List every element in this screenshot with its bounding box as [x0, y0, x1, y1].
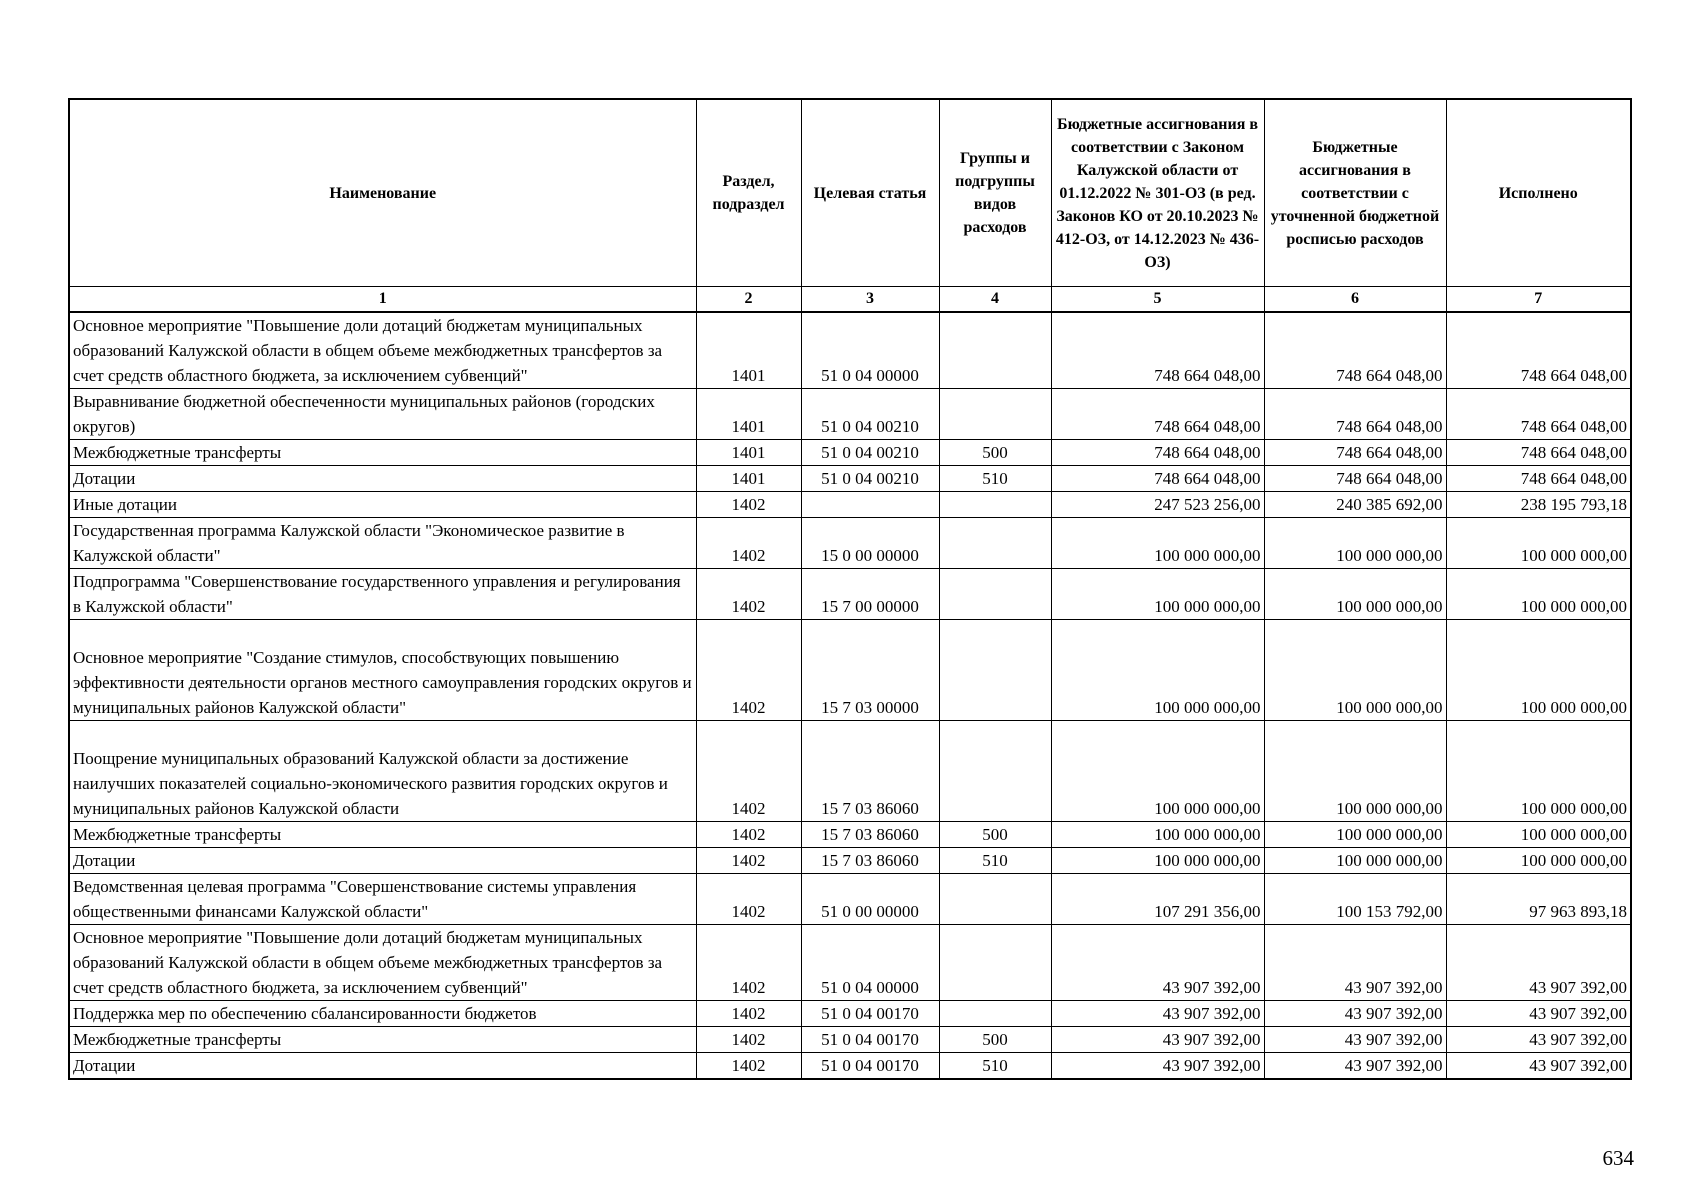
- row-expense-group: [939, 874, 1051, 925]
- row-executed: 748 664 048,00: [1446, 440, 1631, 466]
- row-name: Межбюджетные трансферты: [69, 1027, 696, 1053]
- row-section: 1402: [696, 620, 801, 721]
- row-expense-group: 510: [939, 466, 1051, 492]
- row-executed: 748 664 048,00: [1446, 389, 1631, 440]
- row-target-article: [801, 492, 939, 518]
- row-name: Межбюджетные трансферты: [69, 822, 696, 848]
- row-law-allocation: 748 664 048,00: [1051, 312, 1264, 389]
- row-expense-group: [939, 312, 1051, 389]
- budget-table: [68, 98, 1632, 1080]
- row-expense-group: [939, 492, 1051, 518]
- row-name: Государственная программа Калужской области "Экономическое развитие в Калужской области": [69, 518, 696, 569]
- row-law-allocation: 100 000 000,00: [1051, 569, 1264, 620]
- row-law-allocation: 247 523 256,00: [1051, 492, 1264, 518]
- row-law-allocation: 43 907 392,00: [1051, 1053, 1264, 1080]
- row-law-allocation: 43 907 392,00: [1051, 1001, 1264, 1027]
- row-law-allocation: 100 000 000,00: [1051, 518, 1264, 569]
- row-section: 1401: [696, 312, 801, 389]
- row-section: 1402: [696, 518, 801, 569]
- row-executed: 100 000 000,00: [1446, 848, 1631, 874]
- row-law-allocation: 100 000 000,00: [1051, 721, 1264, 822]
- row-law-allocation: 748 664 048,00: [1051, 389, 1264, 440]
- row-section: 1401: [696, 389, 801, 440]
- row-refined-allocation: 748 664 048,00: [1264, 312, 1446, 389]
- row-target-article: 15 0 00 00000: [801, 518, 939, 569]
- row-law-allocation: 100 000 000,00: [1051, 620, 1264, 721]
- row-section: 1402: [696, 848, 801, 874]
- row-target-article: 51 0 00 00000: [801, 874, 939, 925]
- row-name: Поддержка мер по обеспечению сбалансированности бюджетов: [69, 1001, 696, 1027]
- row-section: 1402: [696, 492, 801, 518]
- table-row: [69, 389, 1631, 440]
- row-name: Межбюджетные трансферты: [69, 440, 696, 466]
- row-executed: 43 907 392,00: [1446, 1053, 1631, 1080]
- row-section: 1402: [696, 822, 801, 848]
- table-row: [69, 848, 1631, 874]
- row-expense-group: [939, 389, 1051, 440]
- header-groups: Группы и подгруппы видов расходов: [939, 99, 1051, 287]
- column-number: 7: [1446, 287, 1631, 313]
- table-row: [69, 822, 1631, 848]
- header-section: Раздел, подраздел: [696, 99, 801, 287]
- row-name: Дотации: [69, 1053, 696, 1080]
- row-expense-group: [939, 1001, 1051, 1027]
- header-law: Бюджетные ассигнования в соответствии с Законом Калужской области от 01.12.2022 № 301-ОЗ (в ред. Законов КО от 20.10.2023 № 412-ОЗ, от 14.12.2023 № 436-ОЗ): [1051, 99, 1264, 287]
- row-refined-allocation: 43 907 392,00: [1264, 925, 1446, 1001]
- row-refined-allocation: 43 907 392,00: [1264, 1053, 1446, 1080]
- column-number: 6: [1264, 287, 1446, 313]
- row-name: Поощрение муниципальных образований Калужской области за достижение наилучших показателей социально-экономического развития городских округов и муниципальных районов Калужской области: [69, 721, 696, 822]
- row-executed: 97 963 893,18: [1446, 874, 1631, 925]
- header-refined: Бюджетные ассигнования в соответствии с уточненной бюджетной росписью расходов: [1264, 99, 1446, 287]
- row-expense-group: 500: [939, 1027, 1051, 1053]
- table-row: [69, 1027, 1631, 1053]
- row-law-allocation: 748 664 048,00: [1051, 440, 1264, 466]
- row-section: 1402: [696, 1001, 801, 1027]
- row-expense-group: 500: [939, 440, 1051, 466]
- row-refined-allocation: 100 000 000,00: [1264, 721, 1446, 822]
- row-name: Основное мероприятие "Повышение доли дотаций бюджетам муниципальных образований Калужской области в общем объеме межбюджетных трансфертов за счет средств областного бюджета, за исключением субвенций": [69, 925, 696, 1001]
- row-target-article: 15 7 03 86060: [801, 848, 939, 874]
- row-law-allocation: 107 291 356,00: [1051, 874, 1264, 925]
- row-name: Иные дотации: [69, 492, 696, 518]
- table-row: [69, 466, 1631, 492]
- row-name: Дотации: [69, 466, 696, 492]
- row-target-article: 51 0 04 00170: [801, 1001, 939, 1027]
- table-row: [69, 518, 1631, 569]
- row-refined-allocation: 43 907 392,00: [1264, 1027, 1446, 1053]
- row-refined-allocation: 748 664 048,00: [1264, 440, 1446, 466]
- table-row: [69, 312, 1631, 389]
- row-expense-group: 510: [939, 1053, 1051, 1080]
- row-target-article: 51 0 04 00210: [801, 389, 939, 440]
- row-law-allocation: 43 907 392,00: [1051, 925, 1264, 1001]
- row-executed: 43 907 392,00: [1446, 925, 1631, 1001]
- row-executed: 100 000 000,00: [1446, 620, 1631, 721]
- row-refined-allocation: 100 000 000,00: [1264, 848, 1446, 874]
- row-executed: 100 000 000,00: [1446, 822, 1631, 848]
- row-refined-allocation: 748 664 048,00: [1264, 389, 1446, 440]
- row-target-article: 51 0 04 00170: [801, 1027, 939, 1053]
- row-section: 1401: [696, 440, 801, 466]
- table-row: [69, 492, 1631, 518]
- row-expense-group: [939, 925, 1051, 1001]
- row-target-article: 15 7 03 86060: [801, 721, 939, 822]
- row-target-article: 51 0 04 00210: [801, 440, 939, 466]
- row-law-allocation: 100 000 000,00: [1051, 822, 1264, 848]
- row-target-article: 51 0 04 00210: [801, 466, 939, 492]
- row-refined-allocation: 100 000 000,00: [1264, 822, 1446, 848]
- table-row: [69, 1053, 1631, 1080]
- row-law-allocation: 748 664 048,00: [1051, 466, 1264, 492]
- column-number: 1: [69, 287, 696, 313]
- row-section: 1402: [696, 1027, 801, 1053]
- row-executed: 100 000 000,00: [1446, 721, 1631, 822]
- row-section: 1402: [696, 1053, 801, 1080]
- header-target: Целевая статья: [801, 99, 939, 287]
- row-executed: 43 907 392,00: [1446, 1027, 1631, 1053]
- header-row: [69, 99, 1631, 287]
- header-name: Наименование: [69, 99, 696, 287]
- row-expense-group: [939, 518, 1051, 569]
- row-refined-allocation: 748 664 048,00: [1264, 466, 1446, 492]
- table-row: [69, 925, 1631, 1001]
- row-refined-allocation: 240 385 692,00: [1264, 492, 1446, 518]
- header-executed: Исполнено: [1446, 99, 1631, 287]
- table-row: [69, 1001, 1631, 1027]
- row-name: Подпрограмма "Совершенствование государственного управления и регулирования в Калужской области": [69, 569, 696, 620]
- row-executed: 100 000 000,00: [1446, 518, 1631, 569]
- row-executed: 238 195 793,18: [1446, 492, 1631, 518]
- row-executed: 748 664 048,00: [1446, 312, 1631, 389]
- row-expense-group: 510: [939, 848, 1051, 874]
- row-refined-allocation: 100 000 000,00: [1264, 620, 1446, 721]
- row-section: 1402: [696, 925, 801, 1001]
- row-executed: 748 664 048,00: [1446, 466, 1631, 492]
- row-expense-group: [939, 721, 1051, 822]
- row-expense-group: [939, 569, 1051, 620]
- row-refined-allocation: 100 153 792,00: [1264, 874, 1446, 925]
- column-number: 2: [696, 287, 801, 313]
- row-expense-group: 500: [939, 822, 1051, 848]
- row-law-allocation: 100 000 000,00: [1051, 848, 1264, 874]
- row-section: 1401: [696, 466, 801, 492]
- row-executed: 43 907 392,00: [1446, 1001, 1631, 1027]
- row-executed: 100 000 000,00: [1446, 569, 1631, 620]
- table-row: [69, 620, 1631, 721]
- row-target-article: 15 7 00 00000: [801, 569, 939, 620]
- page-number: 634: [1602, 1146, 1634, 1170]
- row-target-article: 51 0 04 00000: [801, 925, 939, 1001]
- row-expense-group: [939, 620, 1051, 721]
- column-number: 5: [1051, 287, 1264, 313]
- column-number: 4: [939, 287, 1051, 313]
- row-target-article: 51 0 04 00000: [801, 312, 939, 389]
- table-row: [69, 569, 1631, 620]
- row-refined-allocation: 100 000 000,00: [1264, 518, 1446, 569]
- row-refined-allocation: 100 000 000,00: [1264, 569, 1446, 620]
- row-target-article: 15 7 03 86060: [801, 822, 939, 848]
- table-body: [69, 312, 1631, 1079]
- row-name: Основное мероприятие "Повышение доли дотаций бюджетам муниципальных образований Калужской области в общем объеме межбюджетных трансфертов за счет средств областного бюджета, за исключением субвенций": [69, 312, 696, 389]
- table-row: [69, 874, 1631, 925]
- column-number: 3: [801, 287, 939, 313]
- column-number-row: [69, 287, 1631, 313]
- table-row: [69, 721, 1631, 822]
- row-name: Выравнивание бюджетной обеспеченности муниципальных районов (городских округов): [69, 389, 696, 440]
- table-row: [69, 440, 1631, 466]
- row-law-allocation: 43 907 392,00: [1051, 1027, 1264, 1053]
- row-section: 1402: [696, 569, 801, 620]
- row-target-article: 51 0 04 00170: [801, 1053, 939, 1080]
- row-refined-allocation: 43 907 392,00: [1264, 1001, 1446, 1027]
- row-section: 1402: [696, 721, 801, 822]
- row-section: 1402: [696, 874, 801, 925]
- row-target-article: 15 7 03 00000: [801, 620, 939, 721]
- row-name: Дотации: [69, 848, 696, 874]
- row-name: Ведомственная целевая программа "Совершенствование системы управления общественными финансами Калужской области": [69, 874, 696, 925]
- row-name: Основное мероприятие "Создание стимулов, способствующих повышению эффективности деятельности органов местного самоуправления городских округов и муниципальных районов Калужской области": [69, 620, 696, 721]
